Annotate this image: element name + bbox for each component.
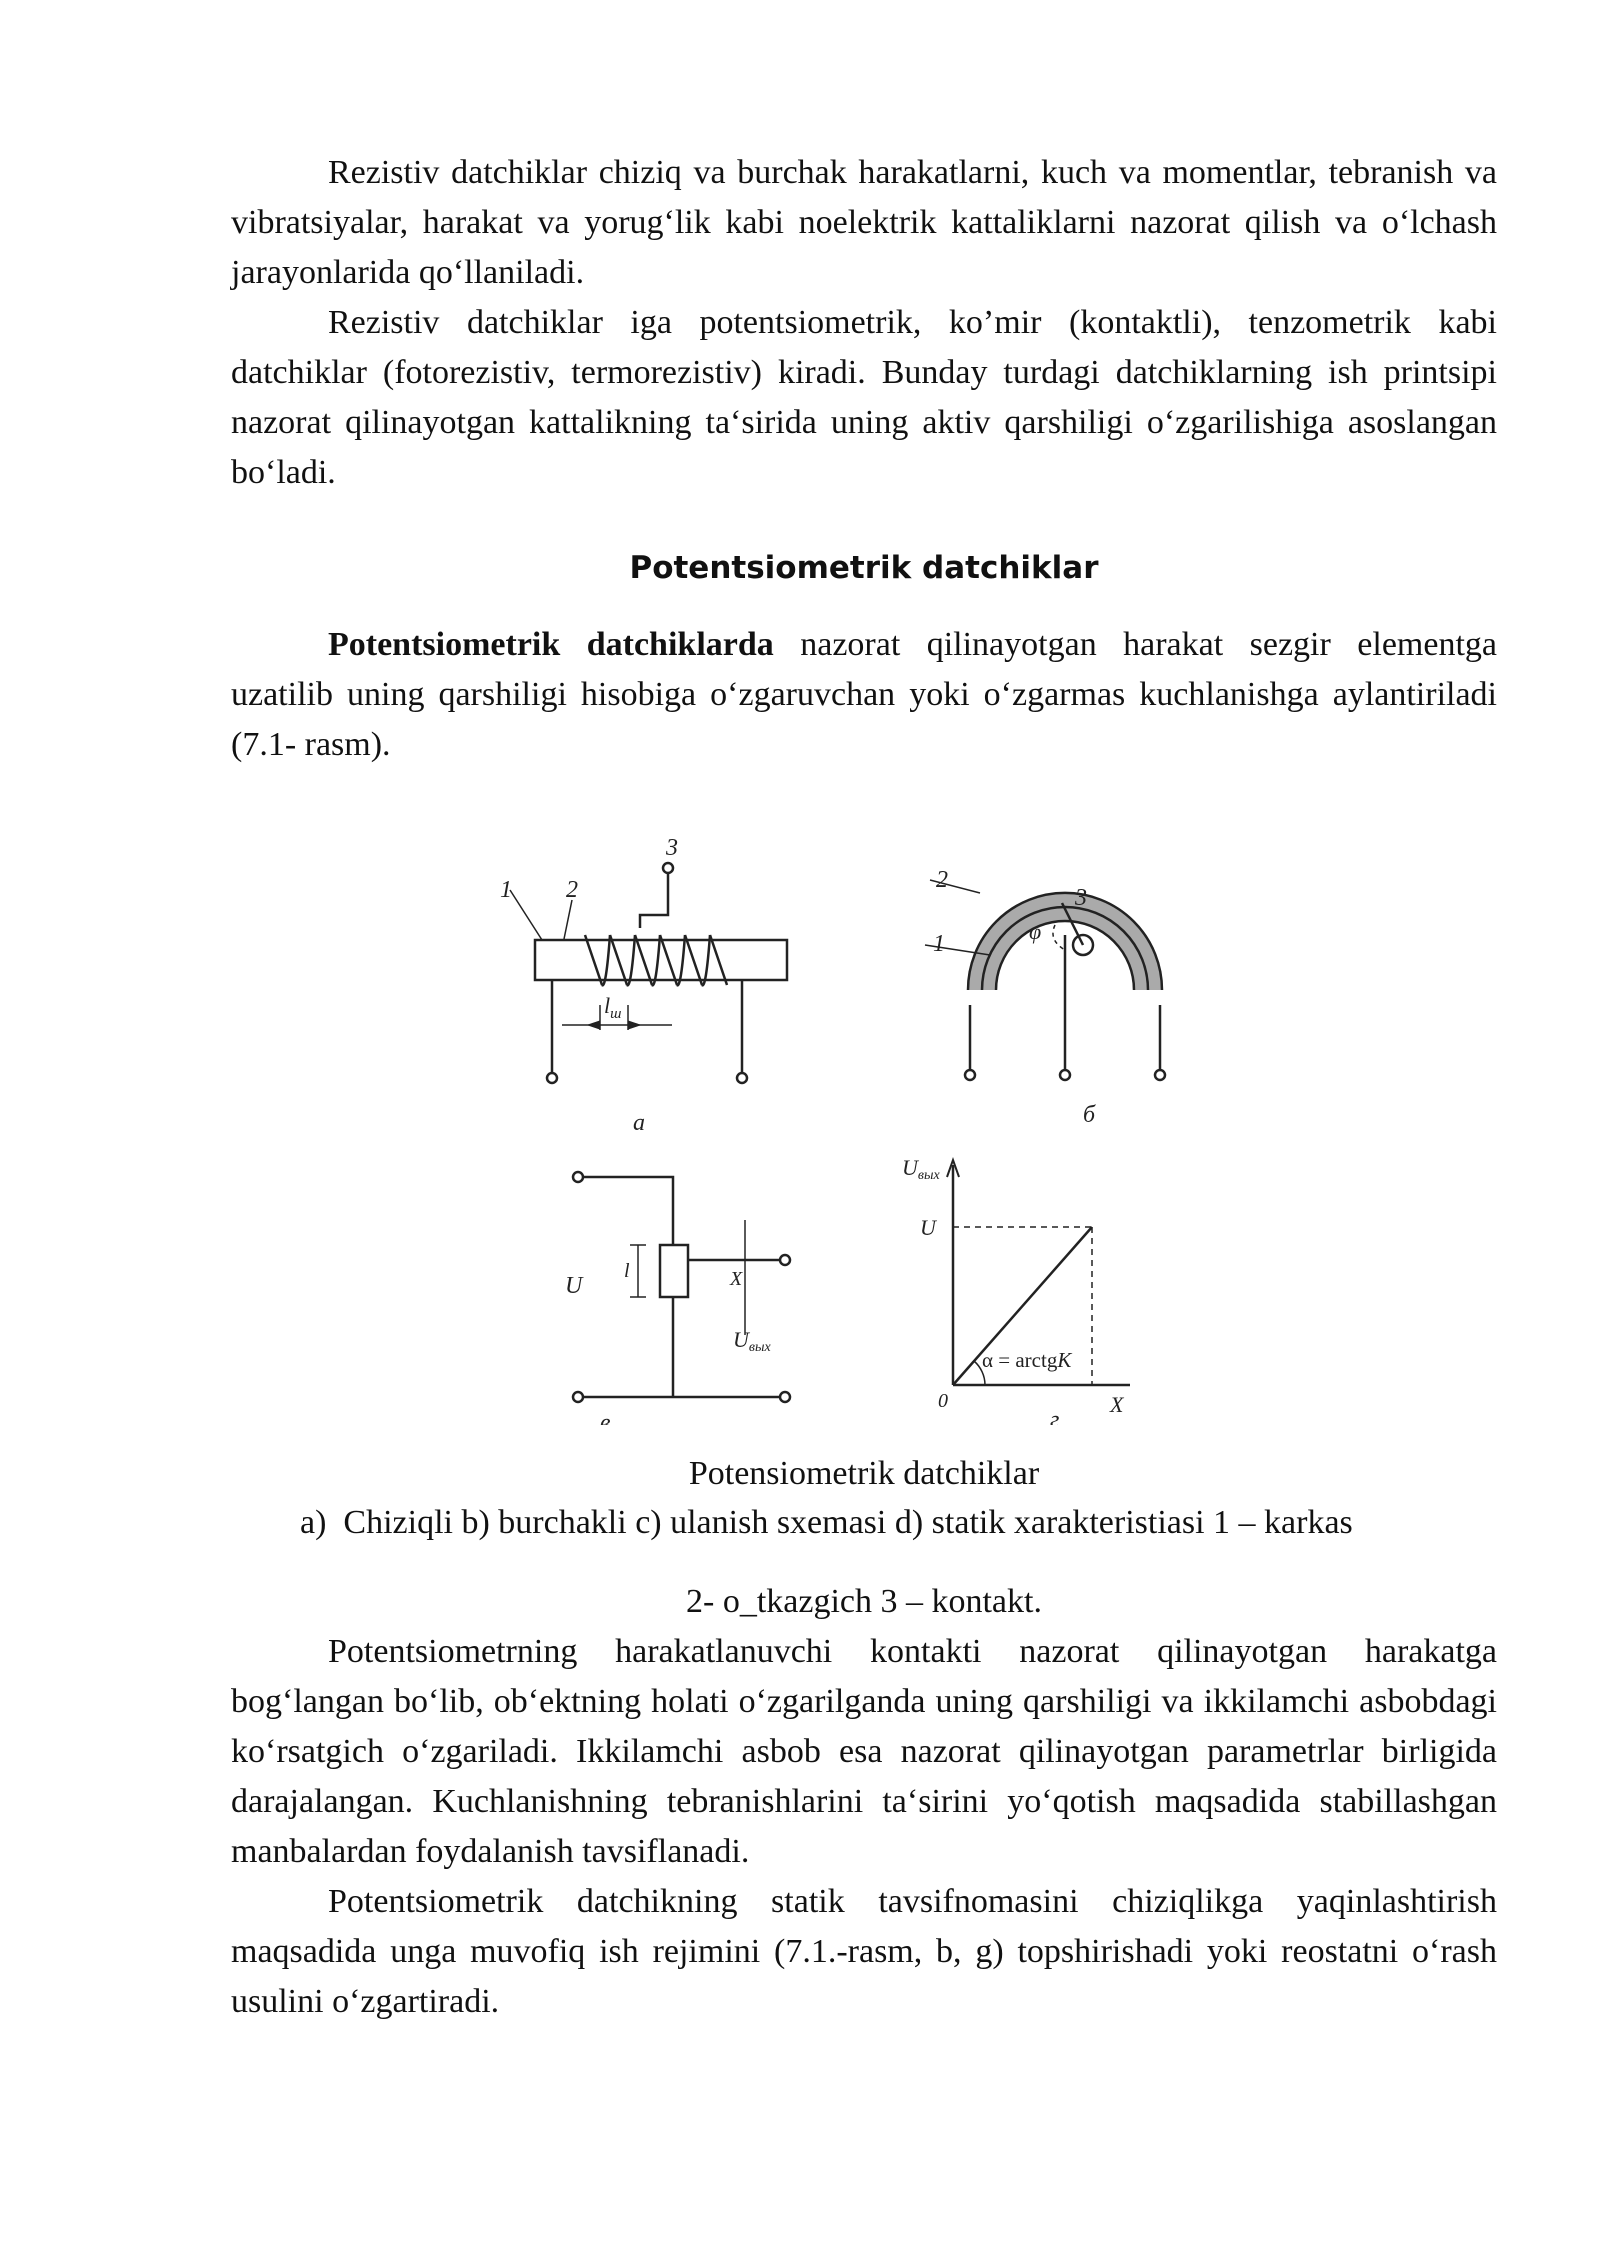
paragraph-5: Potentsiometrik datchikning statik tavsifnomasini chiziqlikga yaqinlashtirish maqsadida unga muvofiq ish rejimini (7.1.-rasm, b, g) topshirishadi yoki reostatni o‘rash usulini o‘zgartiradi. xyxy=(231,1883,1497,2020)
label-d-formula: α = arctgK xyxy=(982,1348,1072,1372)
intro-paragraphs xyxy=(231,148,1497,498)
panel-a-linear xyxy=(510,863,787,1083)
caption-list-text: Chiziqli b) burchakli c) ulanish sxemasi d) statik xarakteristiasi 1 – karkas xyxy=(343,1504,1353,1541)
label-b-angle: φ xyxy=(1029,919,1042,944)
figure-caption-last-line: 2- o_tkazgich 3 – kontakt. xyxy=(686,1583,1042,1620)
panel-label-c: в xyxy=(600,1410,611,1425)
paragraph-2: Rezistiv datchiklar iga potentsiometrik, ko’mir (kontaktli), tenzometrik kabi datchiklar (fotorezistiv, termorezistiv) kiradi. Bunday turdagi datchiklarning ish printsipi nazorat qilinayotgan kattalikning ta‘sirida uning aktiv qarshiligi o‘zgarilishiga asoslangan bo‘ladi. xyxy=(231,304,1497,491)
paragraph-3 xyxy=(231,620,1497,770)
label-a-2: 2 xyxy=(566,877,578,903)
label-a-dim: $l_ш$ xyxy=(604,993,622,1022)
panel-label-b: б xyxy=(1083,1102,1096,1128)
panel-label-a: а xyxy=(633,1110,645,1136)
closing-paragraphs xyxy=(231,1627,1497,2027)
section-heading: Potentsiometrik datchiklar xyxy=(629,550,1099,586)
label-c-x: X xyxy=(730,1268,743,1290)
caption-list-marker: a) xyxy=(300,1504,327,1541)
potentiometer-diagrams xyxy=(500,815,1220,1425)
paragraph-3-text: nazorat qilinayotgan harakat sezgir elementga uzatilib uning qarshiligi hisobiga o‘zgaruvchan yoki o‘zgarmas kuchlanishga aylantiriladi (7.1- rasm). xyxy=(231,626,1497,763)
label-d-origin: 0 xyxy=(938,1390,948,1412)
label-b-2: 2 xyxy=(936,867,948,893)
label-d-xaxis: X xyxy=(1110,1392,1124,1417)
potentiometric-intro xyxy=(231,620,1497,770)
label-c-l: l xyxy=(624,1260,630,1282)
paragraph-1: Rezistiv datchiklar chiziq va burchak harakatlarni, kuch va momentlar, tebranish va vibratsiyalar, harakat va yorug‘lik kabi noelektrik kattaliklarni nazorat qilish va o‘lchash jarayonlarida qo‘llaniladi. xyxy=(231,154,1497,291)
bold-term: Potentsiometrik datchiklarda xyxy=(328,626,774,663)
panel-b-angular xyxy=(925,880,1165,1080)
figure-caption-list xyxy=(300,1498,1353,1548)
label-a-3: 3 xyxy=(666,835,678,861)
label-c-uout: Uвых xyxy=(733,1327,771,1355)
label-b-3: 3 xyxy=(1075,885,1087,911)
label-c-u: U xyxy=(565,1273,583,1299)
label-a-1: 1 xyxy=(500,877,512,903)
label-b-1: 1 xyxy=(933,931,945,957)
figure-7-1 xyxy=(500,815,1220,1425)
figure-caption-title: Potensiometrik datchiklar xyxy=(688,1455,1040,1492)
paragraph-4: Potentsiometrning harakatlanuvchi kontakti nazorat qilinayotgan harakatga bog‘langan bo‘lib, ob‘ektning holati o‘zgarilganda uning qarshiligi va ikkilamchi asbobdagi ko‘rsatgich o‘zgariladi. Ikkilamchi asbob esa nazorat qilinayotgan parametrlar birligida darajalangan. Kuchlanishning tebranishlarini ta‘sirini yo‘qotish maqsadida stabillashgan manbalardan foydalanish tavsiflanadi. xyxy=(231,1633,1497,1870)
panel-c-scheme xyxy=(573,1172,790,1402)
panel-label-d: г xyxy=(1050,1407,1060,1425)
label-d-yaxis: Uвых xyxy=(902,1155,940,1183)
label-d-u: U xyxy=(920,1215,936,1240)
